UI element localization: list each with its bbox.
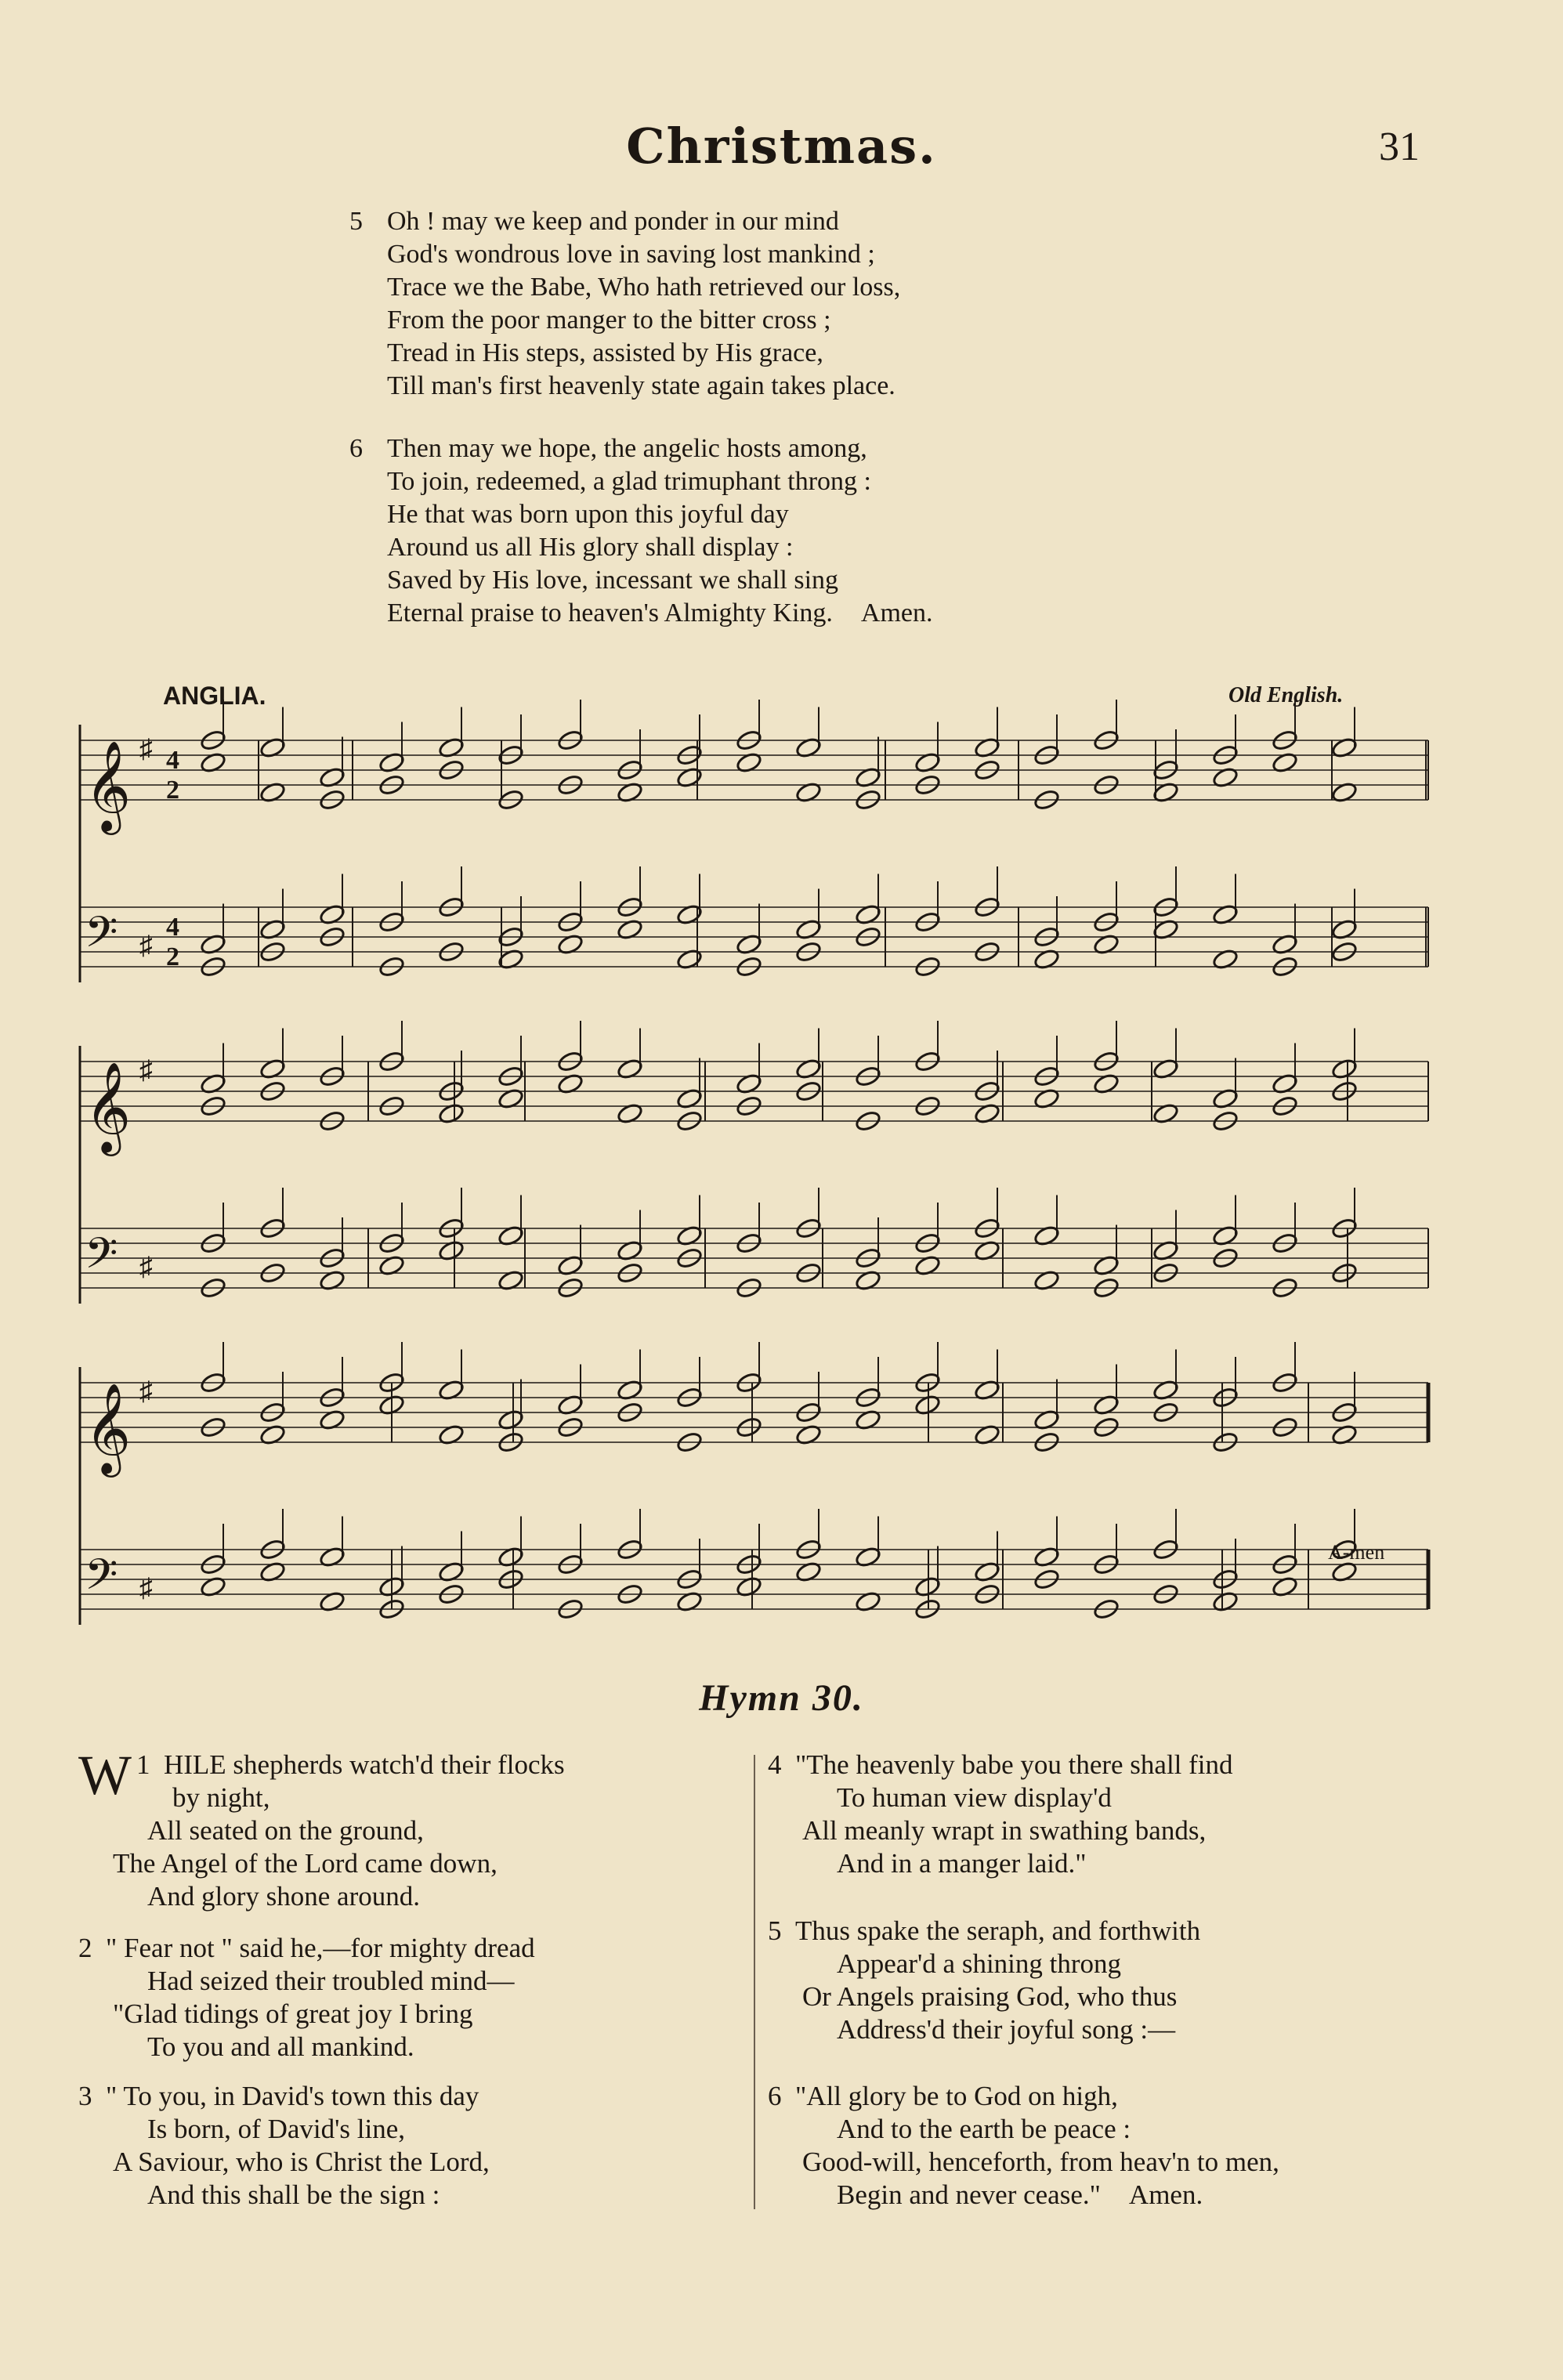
verse-line: And to the earth be peace : (837, 2114, 1131, 2144)
hymn-stanza-3 (78, 2080, 490, 2212)
key-signature-sharp-icon: ♯ (139, 1574, 153, 1603)
verse-line: Saved by His love, incessant we shall sing (387, 566, 839, 595)
hymn-stanza-6 (768, 2080, 1279, 2212)
verse-line: Begin and never cease." (837, 2179, 1101, 2210)
treble-clef-icon: 𝄞 (85, 1382, 132, 1474)
verse-line: by night, (172, 1782, 270, 1813)
verse-line: "All glory be to God on high, (795, 2081, 1118, 2111)
stanza-number: 3 (78, 2081, 92, 2111)
tune-composer: Old English. (1228, 683, 1344, 707)
hymn-stanza-1 (78, 1744, 752, 1913)
verse-line: " To you, in David's town this day (106, 2081, 479, 2111)
verse-line: All seated on the ground, (147, 1815, 424, 1846)
stanza-number: 5 (768, 1915, 782, 1946)
amen-label: A-men (1328, 1541, 1385, 1564)
stanza-number: 1 (136, 1749, 150, 1780)
time-signature-bass: 2 (166, 942, 179, 971)
verse-line: Or Angels praising God, who thus (802, 1981, 1178, 2012)
stanza-number: 6 (768, 2081, 782, 2111)
verse-line: God's wondrous love in saving lost mankind ; (387, 240, 875, 269)
verse-line: Till man's first heavenly state again takes place. (387, 371, 895, 400)
time-signature-treble: 4 (166, 746, 179, 775)
key-signature-sharp-icon: ♯ (139, 735, 153, 764)
column-divider (754, 1755, 755, 2209)
verse-line: Eternal praise to heaven's Almighty King. (387, 599, 833, 628)
key-signature-sharp-icon: ♯ (139, 1253, 153, 1282)
verse-line: Had seized their troubled mind— (147, 1966, 515, 1996)
verse-line: And this shall be the sign : (147, 2179, 440, 2210)
verse-line: All meanly wrapt in swathing bands, (802, 1815, 1207, 1846)
verse-line: Is born, of David's line, (147, 2114, 406, 2144)
verse-line: Good-will, henceforth, from heav'n to men, (802, 2147, 1279, 2177)
stanza-number: 5 (349, 207, 363, 236)
tune-name: ANGLIA. (163, 682, 266, 710)
verse-line: To join, redeemed, a glad trimuphant throng : (387, 467, 871, 496)
bass-clef-icon: 𝄢 (85, 1228, 118, 1289)
verse-line: To human view display'd (837, 1782, 1112, 1813)
verse-line: "The heavenly babe you there shall find (795, 1749, 1233, 1780)
key-signature-sharp-icon: ♯ (139, 1056, 153, 1085)
verse-line: And in a manger laid." (837, 1848, 1087, 1879)
verse-line: A Saviour, who is Christ the Lord, (113, 2147, 490, 2177)
hymn-stanza-2 (78, 1932, 535, 2064)
running-title: Christmas. (626, 118, 937, 175)
verse-line: HILE shepherds watch'd their flocks (163, 1749, 565, 1780)
verse-line: "Glad tidings of great joy I bring (113, 1998, 473, 2029)
verse-line: The Angel of the Lord came down, (113, 1848, 497, 1879)
verse-line: Oh ! may we keep and ponder in our mind (387, 207, 839, 236)
hymn-stanza-4 (768, 1749, 1233, 1880)
time-signature-treble: 2 (166, 776, 179, 805)
verse-line: Tread in His steps, assisted by His grace, (387, 338, 823, 367)
time-signature-bass: 4 (166, 913, 179, 942)
verse-line: From the poor manger to the bitter cross ; (387, 306, 831, 335)
verse-line: To you and all mankind. (147, 2031, 414, 2062)
verse-line: He that was born upon this joyful day (387, 500, 789, 529)
page-number: 31 (1379, 125, 1420, 169)
verse-line: Around us all His glory shall display : (387, 533, 794, 562)
verse-line: Trace we the Babe, Who hath retrieved our loss, (387, 273, 901, 302)
stanza-number: 2 (78, 1933, 92, 1963)
amen: Amen. (1128, 2179, 1203, 2210)
verse-line: Thus spake the seraph, and forthwith (795, 1915, 1201, 1946)
verse-line: " Fear not " said he,—for mighty dread (106, 1933, 535, 1963)
treble-clef-icon: 𝄞 (85, 1061, 132, 1152)
hymn-stanza-5 (768, 1915, 1200, 2046)
verse-line: Then may we hope, the angelic hosts among, (387, 434, 867, 463)
treble-clef-icon: 𝄞 (85, 740, 132, 831)
drop-cap: W (78, 1744, 132, 1807)
amen: Amen. (860, 599, 933, 628)
stanza-number: 4 (768, 1749, 782, 1780)
key-signature-sharp-icon: ♯ (139, 931, 153, 960)
verse-line: Appear'd a shining throng (837, 1948, 1122, 1979)
stanza-number: 6 (349, 434, 363, 463)
verse-line: And glory shone around. (147, 1881, 421, 1912)
key-signature-sharp-icon: ♯ (139, 1377, 153, 1406)
verse-line: Address'd their joyful song :— (837, 2014, 1176, 2045)
bass-clef-icon: 𝄢 (85, 907, 118, 968)
bass-clef-icon: 𝄢 (85, 1550, 118, 1610)
hymn-title: Hymn 30. (699, 1677, 864, 1719)
